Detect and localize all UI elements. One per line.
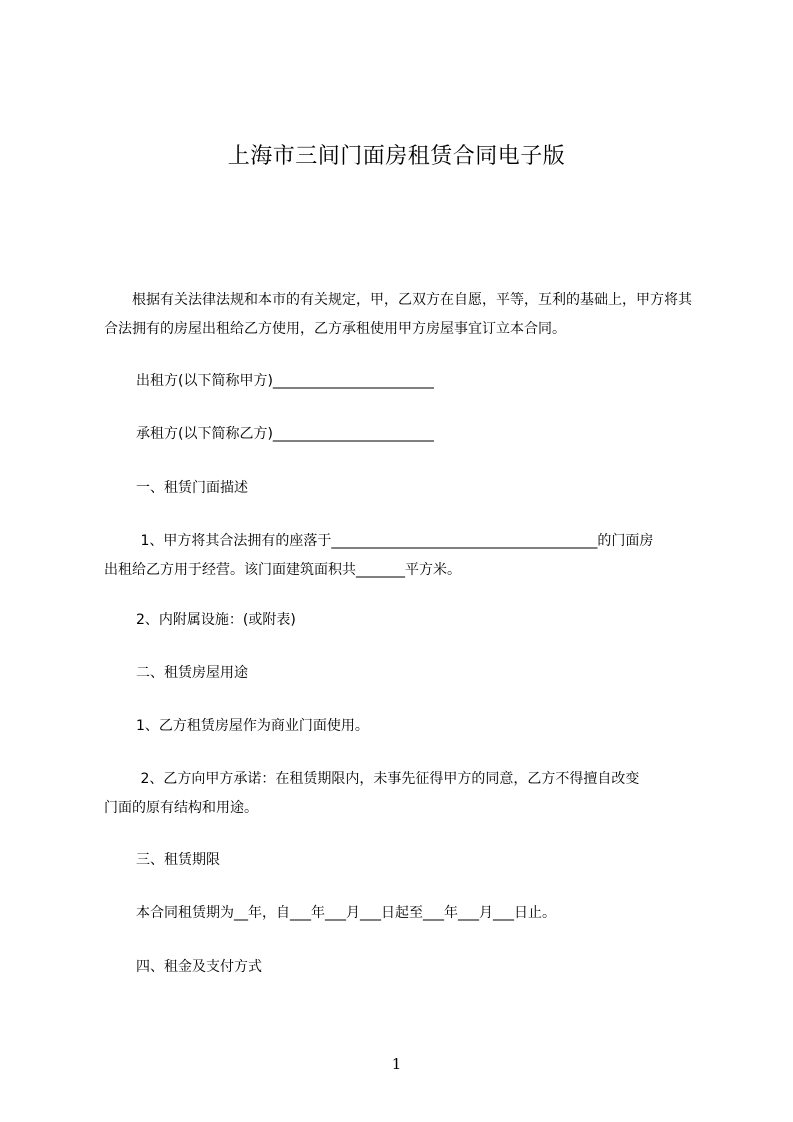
section-1-item-1-line-2: 出租给乙方用于经营。该门面建筑面积共_______平方米。 xyxy=(104,562,461,578)
document-title: 上海市三间门面房租赁合同电子版 xyxy=(227,144,566,169)
section-2-item-2-line-1: 2、乙方向甲方承诺：在租赁期限内，未事先征得甲方的同意，乙方不得擅自改变 xyxy=(136,771,640,787)
section-2-heading: 二、租赁房屋用途 xyxy=(136,665,248,681)
lessee-line: 承租方(以下简称乙方)_______________________ xyxy=(136,426,434,442)
section-4-heading: 四、租金及支付方式 xyxy=(136,959,262,975)
section-1-heading: 一、租赁门面描述 xyxy=(136,480,248,496)
page-number: 1 xyxy=(391,1055,402,1073)
intro-paragraph: 根据有关法律法规和本市的有关规定，甲，乙双方在自愿，平等，互利的基础上，甲方将其合法拥有的房屋出租给乙方使用，乙方承租使用甲方房屋事宜订立本合同。 xyxy=(104,292,692,337)
section-1-item-2: 2、内附属设施：(或附表) xyxy=(136,612,296,628)
section-2-item-1: 1、乙方租赁房屋作为商业门面使用。 xyxy=(136,718,369,734)
section-1-item-1-line-1: 1、甲方将其合法拥有的座落于______________________________________的门面房 xyxy=(136,533,654,549)
lessor-line: 出租方(以下简称甲方)_______________________ xyxy=(136,373,434,389)
section-3-heading: 三、租赁期限 xyxy=(136,852,220,868)
section-2-item-2-line-2: 门面的原有结构和用途。 xyxy=(104,800,258,816)
section-3-text: 本合同租赁期为__年，自___年___月___日起至___年___月___日止。 xyxy=(136,905,556,921)
